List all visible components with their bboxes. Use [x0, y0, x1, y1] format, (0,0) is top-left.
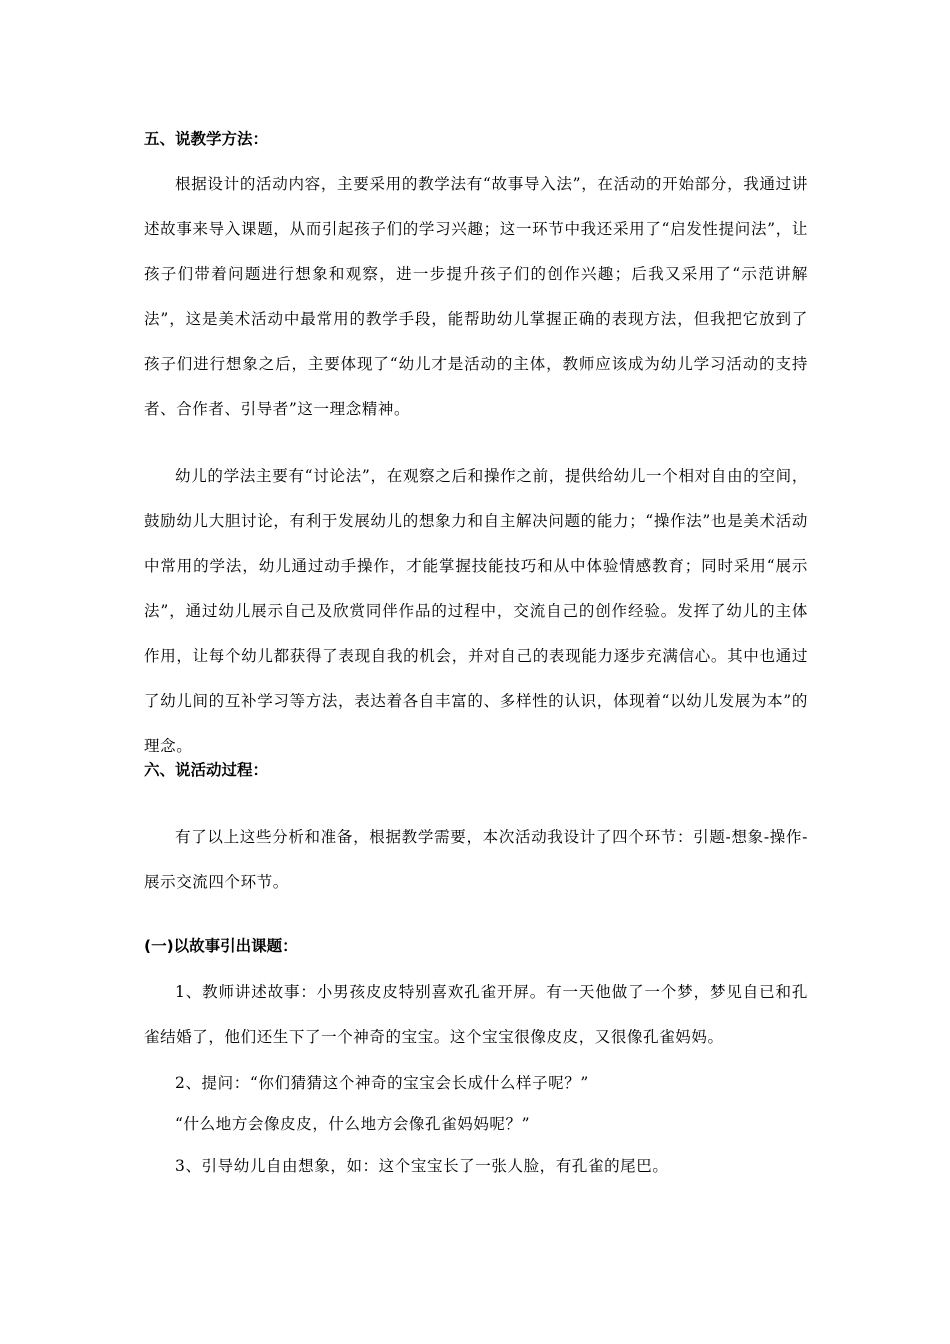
- section-5-heading: 五、说教学方法：: [144, 130, 269, 148]
- subsection-1-heading: (一)以故事引出课题：: [144, 937, 298, 955]
- section-5-paragraph-2: 幼儿的学法主要有“讨论法”，在观察之后和操作之前，提供给幼儿一个相对自由的空间，鼓励幼儿大胆讨论，有利于发展幼儿的想象力和自主解决问题的能力；“操作法”也是美术活动中常用的学法，幼儿通过动手操作，才能掌握技能技巧和从中体验情感教育；同时采用“展示法”，通过幼儿展示自己及欣赏同伴作品的过程中，交流自己的创作经验。发挥了幼儿的主体作用，让每个幼儿都获得了表现自我的机会，并对自己的表现能力逐步充满信心。其中也通过了幼儿间的互补学习等方法，表达着各自丰富的、多样性的认识，体现着“以幼儿发展为本”的理念。: [144, 467, 808, 755]
- section-6-paragraph-1: 有了以上这些分析和准备，根据教学需要，本次活动我设计了四个环节：引题-想象-操作-展示交流四个环节。: [144, 828, 808, 891]
- subsection-1-item-1: 1、教师讲述故事：小男孩皮皮特别喜欢孔雀开屏。有一天他做了一个梦，梦见自已和孔雀结婚了，他们还生下了一个神奇的宝宝。这个宝宝很像皮皮，又很像孔雀妈妈。: [144, 983, 808, 1046]
- section-6-heading: 六、说活动过程：: [144, 761, 269, 779]
- subsection-1-item-3: 3、引导幼儿自由想象，如：这个宝宝长了一张人脸，有孔雀的尾巴。: [175, 1157, 669, 1175]
- section-5-paragraph-1: 根据设计的活动内容，主要采用的教学法有“故事导入法”，在活动的开始部分，我通过讲述故事来导入课题，从而引起孩子们的学习兴趣；这一环节中我还采用了“启发性提问法”，让孩子们带着问题进行想象和观察，进一步提升孩子们的创作兴趣；后我又采用了“示范讲解法”，这是美术活动中最常用的教学手段，能帮助幼儿掌握正确的表现方法，但我把它放到了孩子们进行想象之后，主要体现了“幼儿才是活动的主体，教师应该成为幼儿学习活动的支持者、合作者、引导者”这一理念精神。: [144, 175, 808, 418]
- subsection-1-item-2: 2、提问：“你们猜猜这个神奇的宝宝会长成什么样子呢？”: [175, 1074, 589, 1092]
- subsection-1-item-2-continued: “什么地方会像皮皮，什么地方会像孔雀妈妈呢？”: [175, 1115, 531, 1133]
